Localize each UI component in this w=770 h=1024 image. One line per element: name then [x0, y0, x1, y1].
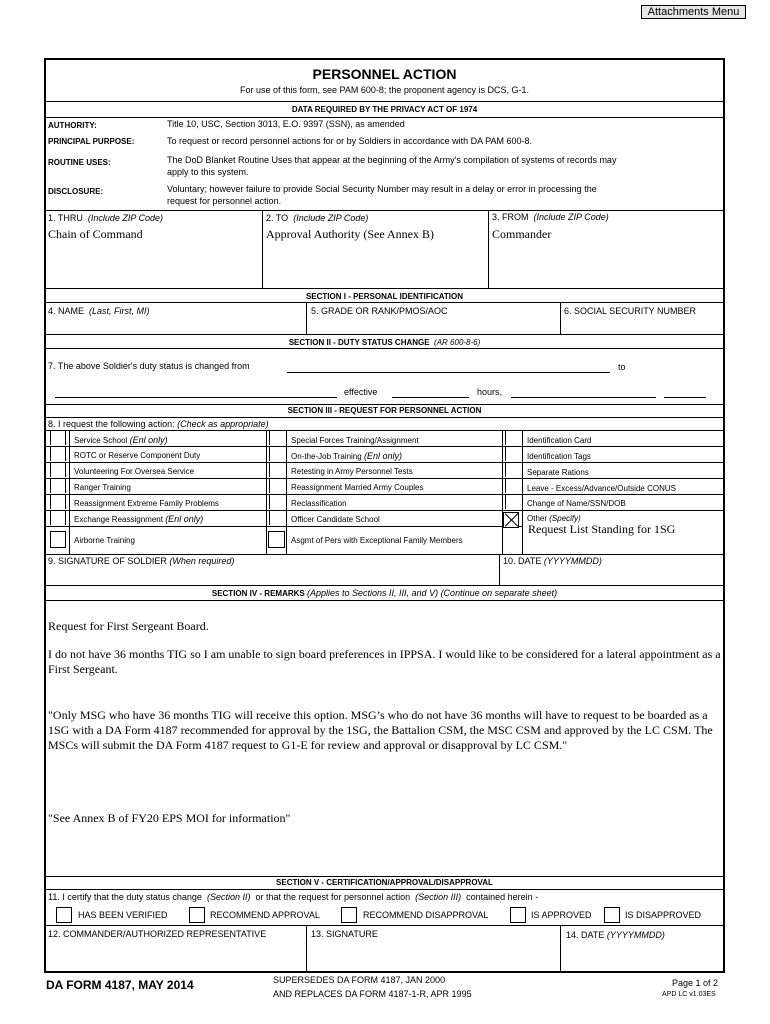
authority-text: Title 10, USC, Section 3013, E.O. 9397 (SSN), as amended	[167, 119, 405, 129]
section2-header: SECTION II - DUTY STATUS CHANGE (AR 600-8-6)	[288, 338, 481, 347]
line7-text: 7. The above Soldier's duty status is changed from	[48, 361, 250, 371]
to-label-group: 2. TO (Include ZIP Code)	[266, 213, 369, 223]
label-special-forces: Special Forces Training/Assignment	[291, 436, 419, 445]
label-id-card: Identification Card	[527, 436, 592, 445]
status-from-field[interactable]	[287, 372, 610, 373]
signature13-label: 13. SIGNATURE	[311, 929, 378, 939]
supersedes-line-2: AND REPLACES DA FORM 4187-1-R, APR 1995	[273, 989, 472, 999]
checkbox-reassign-family[interactable]	[50, 495, 66, 509]
label-retesting: Retesting in Army Personnel Tests	[291, 467, 413, 476]
label-married-couples: Reassignment Married Army Couples	[291, 483, 424, 492]
date10-label: 10. DATE (YYYYMMDD)	[503, 556, 602, 566]
to-text: to	[618, 362, 626, 372]
disclosure-text: Voluntary; however failure to provide Social Security Number may result in a delay or error in processing the	[167, 184, 597, 194]
line8-text: 8. I request the following action: (Check as appropriate)	[48, 419, 269, 429]
label-recommend-approval: RECOMMEND APPROVAL	[210, 910, 320, 920]
label-change-name: Change of Name/SSN/DOB	[527, 499, 626, 508]
checkbox-service-school[interactable]	[50, 431, 66, 445]
signature13-field[interactable]	[311, 941, 556, 969]
commander-field[interactable]	[48, 941, 303, 969]
remarks-para-3: "Only MSG who have 36 months TIG will receive this option. MSG’s who do not have 36 months will have to request to be boarded as a 1SG with a DA Form 4187 recommended for approval by the 1SG, the Battalion CSM, the MSC CSM and approved by the LC CSM. The MSCs will submit the DA Form 4187 request to G1-E for review and approval or disapproval by LC CSM."	[48, 708, 713, 752]
checkbox-approved[interactable]	[510, 907, 526, 923]
label-leave: Leave - Excess/Advance/Outside CONUS	[527, 484, 676, 493]
label-other: Other (Specify)	[527, 514, 581, 523]
other-specify-field[interactable]: Request List Standing for 1SG	[528, 522, 676, 536]
checkbox-disapproved[interactable]	[604, 907, 620, 923]
routine-label: ROUTINE USES:	[48, 158, 111, 167]
checkbox-ranger[interactable]	[50, 479, 66, 493]
hours-field[interactable]	[511, 397, 656, 398]
label-ocs: Officer Candidate School	[291, 515, 380, 524]
checkbox-verified[interactable]	[56, 907, 72, 923]
checkbox-reclassification[interactable]	[269, 495, 285, 509]
label-disapproved: IS DISAPPROVED	[625, 910, 702, 920]
version-label: APD LC v1.03ES	[662, 991, 716, 998]
grade-label: 5. GRADE OR RANK/PMOS/AOC	[311, 306, 448, 316]
disclosure-label: DISCLOSURE:	[48, 187, 104, 196]
hours-extra-field[interactable]	[664, 397, 706, 398]
soldier-signature-label: 9. SIGNATURE OF SOLDIER (When required)	[48, 556, 235, 566]
to-field[interactable]: Approval Authority (See Annex B)	[266, 227, 434, 241]
checkbox-oversea[interactable]	[50, 463, 66, 477]
label-id-tags: Identification Tags	[527, 452, 591, 461]
checkbox-separate-rations[interactable]	[505, 463, 521, 477]
checkbox-airborne[interactable]	[50, 531, 66, 548]
section4-header: SECTION IV - REMARKS (Applies to Sections II, III, and V) (Continue on separate sheet)	[211, 588, 558, 598]
commander-label: 12. COMMANDER/AUTHORIZED REPRESENTATIVE	[48, 929, 267, 939]
ssn-label: 6. SOCIAL SECURITY NUMBER	[564, 306, 697, 316]
section3-header: SECTION III - REQUEST FOR PERSONNEL ACTION	[287, 406, 482, 415]
routine-text-2: apply to this system.	[167, 167, 249, 177]
label-recommend-disapproval: RECOMMEND DISAPPROVAL	[363, 910, 489, 920]
disclosure-text-2: request for personnel action.	[167, 196, 282, 206]
checkbox-id-tags[interactable]	[505, 447, 521, 461]
checkbox-id-card[interactable]	[505, 431, 521, 445]
form-subtitle: For use of this form, see PAM 600-8; the proponent agency is DCS, G-1.	[240, 85, 529, 95]
line11-text: 11. I certify that the duty status change (Section II) or that the request for personnel action (Section III) contained herein -	[48, 892, 539, 902]
privacy-header: DATA REQUIRED BY THE PRIVACY ACT OF 1974	[291, 105, 478, 114]
supersedes-line-1: SUPERSEDES DA FORM 4187, JAN 2000	[273, 975, 446, 985]
thru-label-group: 1. THRU (Include ZIP Code)	[48, 213, 164, 223]
checkbox-ojt[interactable]	[269, 447, 285, 461]
from-field[interactable]: Commander	[492, 227, 552, 241]
remarks-para-4: "See Annex B of FY20 EPS MOI for information"	[48, 811, 291, 825]
checkbox-rotc[interactable]	[50, 447, 66, 461]
label-reclassification: Reclassification	[291, 499, 347, 508]
purpose-label: PRINCIPAL PURPOSE:	[48, 137, 135, 146]
routine-text: The DoD Blanket Routine Uses that appear at the beginning of the Army's compilation of systems of records may	[167, 155, 617, 165]
date14-label: 14. DATE (YYYYMMDD)	[566, 930, 665, 940]
checkbox-change-name[interactable]	[505, 495, 521, 509]
soldier-signature-field[interactable]	[48, 568, 496, 583]
label-reassign-family: Reassignment Extreme Family Problems	[74, 499, 219, 508]
label-service-school: Service School (Enl only)	[74, 435, 168, 445]
hours-text: hours,	[477, 387, 503, 397]
label-efmp: Asgmt of Pers with Exceptional Family Members	[291, 536, 463, 545]
effective-text: effective	[344, 387, 378, 397]
status-to-field[interactable]	[55, 397, 337, 398]
label-verified: HAS BEEN VERIFIED	[78, 910, 168, 920]
checkbox-ocs[interactable]	[269, 511, 285, 525]
checkbox-special-forces[interactable]	[269, 431, 285, 445]
form-number: DA FORM 4187, MAY 2014	[46, 978, 194, 992]
checkbox-leave[interactable]	[505, 479, 521, 493]
label-ranger: Ranger Training	[74, 483, 131, 492]
remarks-para-2: I do not have 36 months TIG so I am unable to sign board preferences in IPPSA. I would like to be considered for a lateral appointment as a First Sergeant.	[48, 647, 721, 676]
checkbox-other[interactable]	[503, 512, 519, 528]
from-label-group: 3. FROM (Include ZIP Code)	[492, 212, 609, 222]
checkbox-recommend-approval[interactable]	[189, 907, 205, 923]
label-ojt: On-the-Job Training (Enl only)	[291, 451, 402, 461]
label-approved: IS APPROVED	[531, 910, 592, 920]
checkbox-recommend-disapproval[interactable]	[341, 907, 357, 923]
form-title: PERSONNEL ACTION	[312, 66, 457, 82]
label-exchange: Exchange Reassignment (Enl only)	[74, 514, 204, 524]
ssn-field[interactable]	[564, 318, 721, 332]
thru-field[interactable]: Chain of Command	[48, 227, 143, 241]
date14-field[interactable]	[566, 942, 721, 969]
effective-date-field[interactable]	[392, 397, 469, 398]
authority-label: AUTHORITY:	[48, 121, 97, 130]
section5-header: SECTION V - CERTIFICATION/APPROVAL/DISAPPROVAL	[276, 878, 493, 887]
name-label-group: 4. NAME (Last, First, MI)	[48, 306, 150, 316]
checkbox-married-couples[interactable]	[269, 479, 285, 493]
checkbox-efmp[interactable]	[268, 531, 285, 548]
label-oversea: Volunteering For Oversea Service	[74, 467, 195, 476]
checkbox-exchange[interactable]	[50, 511, 66, 525]
remarks-para-1: Request for First Sergeant Board.	[48, 619, 209, 633]
label-separate-rations: Separate Rations	[527, 468, 589, 477]
purpose-text: To request or record personnel actions for or by Soldiers in accordance with DA PAM 600-8.	[167, 136, 533, 146]
label-rotc: ROTC or Reserve Component Duty	[74, 451, 201, 460]
name-field[interactable]	[48, 318, 303, 332]
label-airborne: Airborne Training	[74, 536, 135, 545]
grade-field[interactable]	[311, 318, 556, 332]
checkbox-retesting[interactable]	[269, 463, 285, 477]
date10-field[interactable]	[503, 568, 721, 583]
attachments-menu-button[interactable]: Attachments Menu	[641, 5, 746, 19]
page-number: Page 1 of 2	[672, 978, 719, 988]
section1-header: SECTION I - PERSONAL IDENTIFICATION	[305, 292, 464, 301]
